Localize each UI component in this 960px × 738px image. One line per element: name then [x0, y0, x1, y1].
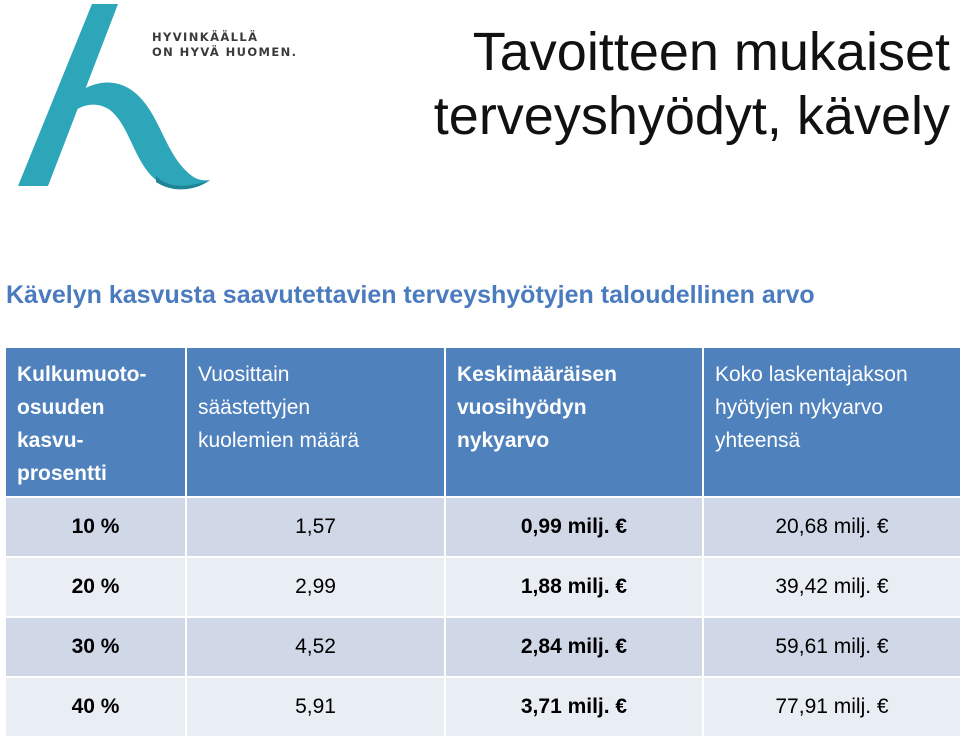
header-annual-benefit: Keskimääräisen vuosihyödyn nykyarvo	[445, 347, 703, 497]
table-row	[5, 617, 960, 677]
cell-percent: 40 %	[5, 677, 186, 737]
cell-deaths: 1,57	[186, 497, 445, 557]
table-row	[5, 677, 960, 737]
cell-annual: 3,71 milj. €	[445, 677, 703, 737]
table-header-row	[5, 347, 960, 497]
table-row	[5, 497, 960, 557]
page-title	[330, 20, 950, 148]
cell-deaths: 2,99	[186, 557, 445, 617]
header-deaths-saved: Vuosittain säästettyjen kuolemien määrä	[186, 347, 445, 497]
header-total-benefit: Koko laskentajakson hyötyjen nykyarvo yhteensä	[703, 347, 960, 497]
cell-annual: 1,88 milj. €	[445, 557, 703, 617]
cell-total: 77,91 milj. €	[703, 677, 960, 737]
cell-percent: 30 %	[5, 617, 186, 677]
table-row	[5, 557, 960, 617]
cell-total: 59,61 milj. €	[703, 617, 960, 677]
cell-deaths: 4,52	[186, 617, 445, 677]
logo-slogan-line2: ON HYVÄ HUOMEN.	[152, 45, 298, 59]
cell-total: 20,68 milj. €	[703, 497, 960, 557]
cell-percent: 20 %	[5, 557, 186, 617]
cell-annual: 0,99 milj. €	[445, 497, 703, 557]
logo-slogan-line1: HYVINKÄÄLLÄ	[152, 30, 259, 44]
page-title-line1: Tavoitteen mukaiset	[472, 22, 950, 82]
health-benefits-table	[4, 346, 960, 738]
cell-annual: 2,84 milj. €	[445, 617, 703, 677]
cell-total: 39,42 milj. €	[703, 557, 960, 617]
logo-slogan	[152, 30, 297, 60]
cell-percent: 10 %	[5, 497, 186, 557]
page-title-line2: terveyshyödyt, kävely	[433, 86, 950, 146]
header-share-increase: Kulkumuoto- osuuden kasvu- prosentti	[5, 347, 186, 497]
cell-deaths: 5,91	[186, 677, 445, 737]
subtitle: Kävelyn kasvusta saavutettavien terveyshyötyjen taloudellinen arvo	[6, 281, 815, 309]
